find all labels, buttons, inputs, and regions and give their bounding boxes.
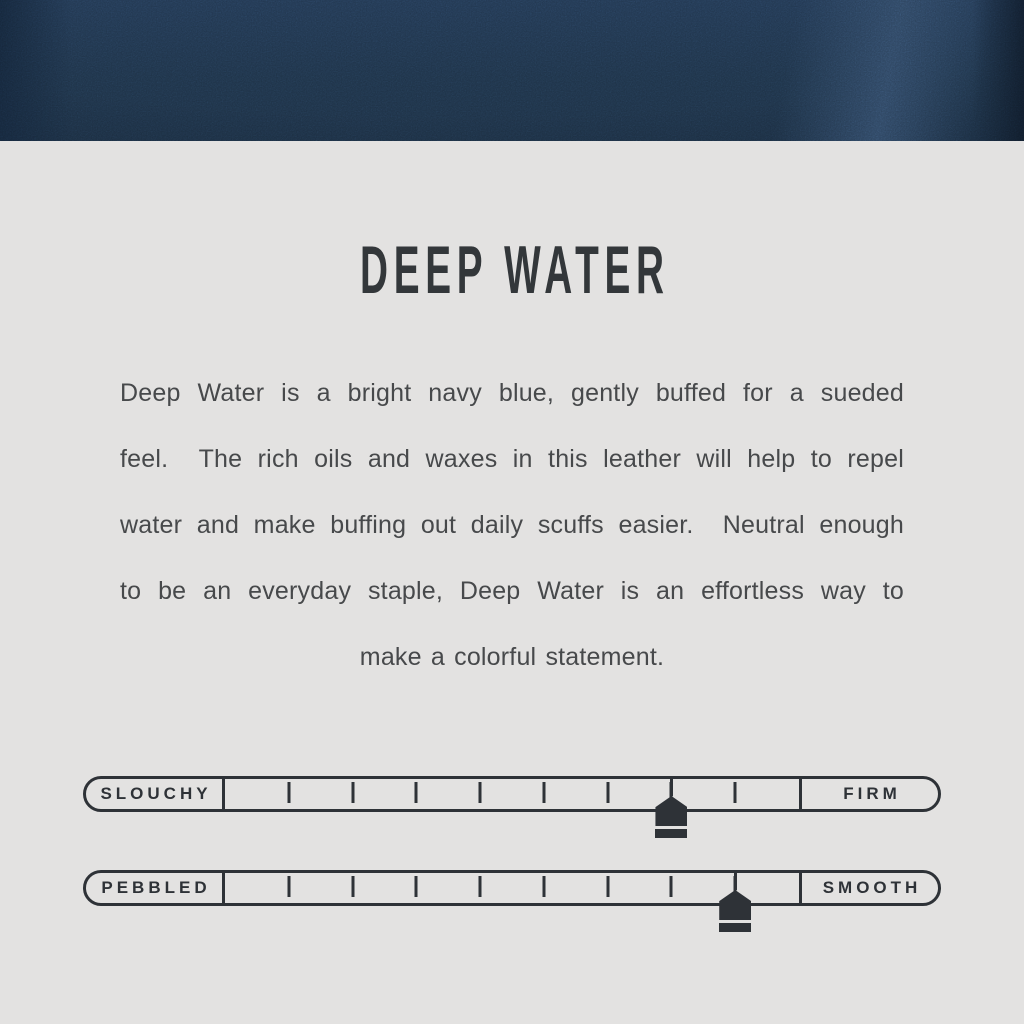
- marker-stem: [670, 779, 673, 796]
- scale-tick-zone: [222, 779, 802, 809]
- scale-marker[interactable]: [655, 779, 687, 838]
- scale-right-label: FIRM: [843, 784, 901, 803]
- scale-left-label: PEBBLED: [101, 878, 211, 897]
- scale-right-label: SMOOTH: [822, 878, 922, 897]
- scale-tick: [287, 782, 290, 803]
- scale-tick: [415, 782, 418, 803]
- scale-right-zone: [802, 779, 938, 809]
- description-line: make a colorful statement.: [359, 643, 665, 671]
- description-line: water and make buffing out daily scuffs easier. Neutral enough: [120, 511, 904, 539]
- scale-tick-zone: [222, 873, 802, 903]
- scale-left-label: SLOUCHY: [100, 784, 212, 803]
- scale-left-zone: [86, 779, 222, 809]
- marker-stem: [734, 873, 737, 890]
- scale-tick: [542, 876, 545, 897]
- marker-pointer-icon: [719, 890, 751, 920]
- marker-base: [719, 923, 751, 932]
- scale-texture: [83, 870, 941, 906]
- scale-structure: [83, 776, 941, 812]
- scale-tick: [351, 782, 354, 803]
- scale-marker[interactable]: [719, 873, 751, 932]
- leather-swatch: [0, 0, 1024, 141]
- description-line: to be an everyday staple, Deep Water is an effortless way to: [120, 577, 904, 605]
- leather-property-scales: [83, 776, 941, 964]
- scale-track: [83, 776, 941, 812]
- scale-tick: [287, 876, 290, 897]
- scale-left-zone: [86, 873, 222, 903]
- scale-tick: [415, 876, 418, 897]
- marker-pointer-icon: [655, 796, 687, 826]
- description-line: Deep Water is a bright navy blue, gently buffed for a sueded: [120, 379, 904, 407]
- page-title: DEEP WATER: [359, 232, 670, 308]
- scale-tick: [734, 782, 737, 803]
- scale-tick: [606, 782, 609, 803]
- description: [120, 360, 904, 690]
- description-line: feel. The rich oils and waxes in this leather will help to repel: [120, 445, 904, 473]
- scale-tick: [479, 876, 482, 897]
- scale-tick: [670, 876, 673, 897]
- scale-tick: [606, 876, 609, 897]
- scale-track: [83, 870, 941, 906]
- scale-tick: [542, 782, 545, 803]
- leather-texture-noise: [0, 0, 1024, 141]
- scale-tick: [351, 876, 354, 897]
- scale-right-zone: [802, 873, 938, 903]
- scale-tick: [479, 782, 482, 803]
- marker-base: [655, 829, 687, 838]
